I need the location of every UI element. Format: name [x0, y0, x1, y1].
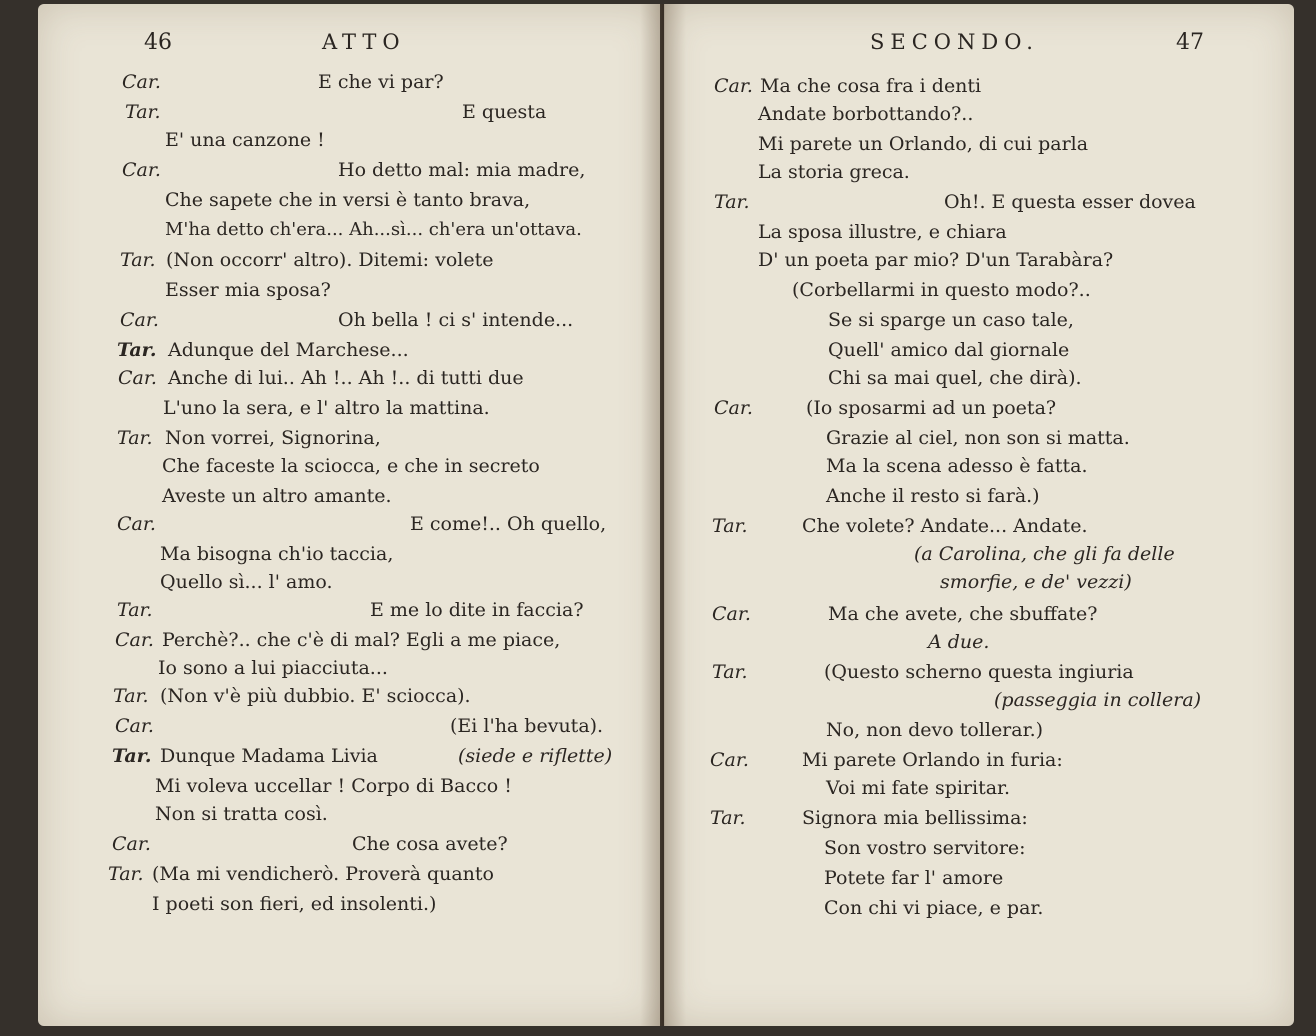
verse-line: Perchè?.. che c'è di mal? Egli a me piace, — [162, 629, 561, 651]
verse-line: E' una canzone ! — [165, 129, 325, 151]
verse-line: Che volete? Andate... Andate. — [802, 515, 1088, 537]
verse-line: Esser mia sposa? — [165, 279, 331, 301]
speaker: Tar. — [113, 685, 149, 707]
verse-line: Aveste un altro amante. — [162, 485, 392, 507]
left-page-number: 46 — [144, 30, 172, 55]
stage-direction: A due. — [928, 631, 990, 653]
verse-line: (Non v'è più dubbio. E' sciocca). — [160, 685, 471, 707]
verse-line: E come!.. Oh quello, — [410, 513, 607, 535]
verse-line: Oh!. E questa esser dovea — [944, 191, 1196, 213]
book-gutter — [640, 4, 686, 1026]
verse-line: (Ma mi vendicherò. Proverà quanto — [152, 863, 494, 885]
speaker: Car. — [118, 367, 157, 389]
verse-line: (Ei l'ha bevuta). — [450, 715, 604, 737]
stage-direction: smorfie, e de' vezzi) — [940, 571, 1132, 593]
verse-line: I poeti son fieri, ed insolenti.) — [152, 893, 437, 915]
verse-line: (Io sposarmi ad un poeta? — [806, 397, 1057, 419]
verse-line: Andate borbottando?.. — [758, 103, 974, 125]
speaker: Car. — [710, 749, 749, 771]
speaker: Tar. — [108, 863, 144, 885]
verse-line: Ma bisogna ch'io taccia, — [160, 543, 394, 565]
speaker: Car. — [115, 715, 154, 737]
verse-line: Grazie al ciel, non son si matta. — [826, 427, 1130, 449]
verse-line: La storia greca. — [758, 161, 910, 183]
verse-line: Mi parete Orlando in furia: — [802, 749, 1063, 771]
verse-line: Quello sì... l' amo. — [160, 571, 333, 593]
verse-line: Voi mi fate spiritar. — [826, 777, 1011, 799]
speaker: Car. — [112, 833, 151, 855]
verse-line: Ma che cosa fra i denti — [760, 75, 982, 97]
speaker: Tar. — [112, 745, 152, 767]
stage-direction: (passeggia in collera) — [994, 689, 1202, 711]
verse-line: Ma che avete, che sbuffate? — [828, 603, 1098, 625]
verse-line: Anche il resto si farà.) — [826, 485, 1040, 507]
speaker: Car. — [714, 397, 753, 419]
verse-line: Io sono a lui piacciuta... — [158, 657, 388, 679]
speaker: Car. — [122, 159, 161, 181]
verse-line: E questa — [462, 101, 547, 123]
verse-line: Non vorrei, Signorina, — [165, 427, 381, 449]
speaker: Car. — [712, 603, 751, 625]
verse-line: Potete far l' amore — [824, 867, 1004, 889]
speaker: Car. — [117, 513, 156, 535]
verse-line: Che cosa avete? — [352, 833, 508, 855]
verse-line: (Questo scherno questa ingiuria — [824, 661, 1134, 683]
verse-line: E me lo dite in faccia? — [370, 599, 584, 621]
speaker: Tar. — [712, 661, 748, 683]
stage-direction: (a Carolina, che gli fa delle — [914, 543, 1175, 565]
speaker: Tar. — [120, 249, 156, 271]
verse-line: D' un poeta par mio? D'un Tarabàra? — [758, 249, 1114, 271]
verse-line: Adunque del Marchese... — [168, 339, 409, 361]
verse-line: Son vostro servitore: — [824, 837, 1026, 859]
verse-line: No, non devo tollerar.) — [826, 719, 1044, 741]
verse-line: Dunque Madama Livia — [160, 745, 378, 767]
speaker: Tar. — [714, 191, 750, 213]
verse-line: Ho detto mal: mia madre, — [338, 159, 586, 181]
verse-line: Anche di lui.. Ah !.. Ah !.. di tutti due — [168, 367, 524, 389]
verse-line: Mi voleva uccellar ! Corpo di Bacco ! — [155, 775, 512, 797]
verse-line: Chi sa mai quel, che dirà). — [828, 367, 1082, 389]
speaker: Tar. — [117, 427, 153, 449]
verse-line: M'ha detto ch'era... Ah...sì... ch'era un'ottava. — [165, 219, 582, 240]
verse-line: L'uno la sera, e l' altro la mattina. — [163, 397, 490, 419]
speaker: Tar. — [117, 339, 157, 361]
verse-line: Ma la scena adesso è fatta. — [826, 455, 1088, 477]
speaker: Car. — [714, 75, 753, 97]
verse-line: Signora mia bellissima: — [802, 807, 1028, 829]
speaker: Tar. — [712, 515, 748, 537]
verse-line: Che faceste la sciocca, e che in secreto — [162, 455, 540, 477]
stage-direction: (siede e riflette) — [458, 745, 613, 767]
right-running-head: SECONDO. — [870, 30, 1039, 54]
verse-line: (Corbellarmi in questo modo?.. — [792, 279, 1091, 301]
verse-line: Con chi vi piace, e par. — [824, 897, 1044, 919]
speaker: Car. — [115, 629, 154, 651]
speaker: Car. — [120, 309, 159, 331]
verse-line: La sposa illustre, e chiara — [758, 221, 1007, 243]
verse-line: Se si sparge un caso tale, — [828, 309, 1074, 331]
verse-line: E che vi par? — [318, 71, 444, 93]
verse-line: Non si tratta così. — [155, 803, 328, 825]
verse-line: (Non occorr' altro). Ditemi: volete — [166, 249, 494, 271]
verse-line: Quell' amico dal giornale — [828, 339, 1070, 361]
right-page-number: 47 — [1176, 30, 1204, 55]
verse-line: Mi parete un Orlando, di cui parla — [758, 133, 1089, 155]
speaker: Tar. — [117, 599, 153, 621]
verse-line: Oh bella ! ci s' intende... — [338, 309, 574, 331]
verse-line: Che sapete che in versi è tanto brava, — [165, 189, 531, 211]
speaker: Car. — [122, 71, 161, 93]
left-running-head: ATTO — [322, 30, 406, 54]
speaker: Tar. — [125, 101, 161, 123]
speaker: Tar. — [710, 807, 746, 829]
